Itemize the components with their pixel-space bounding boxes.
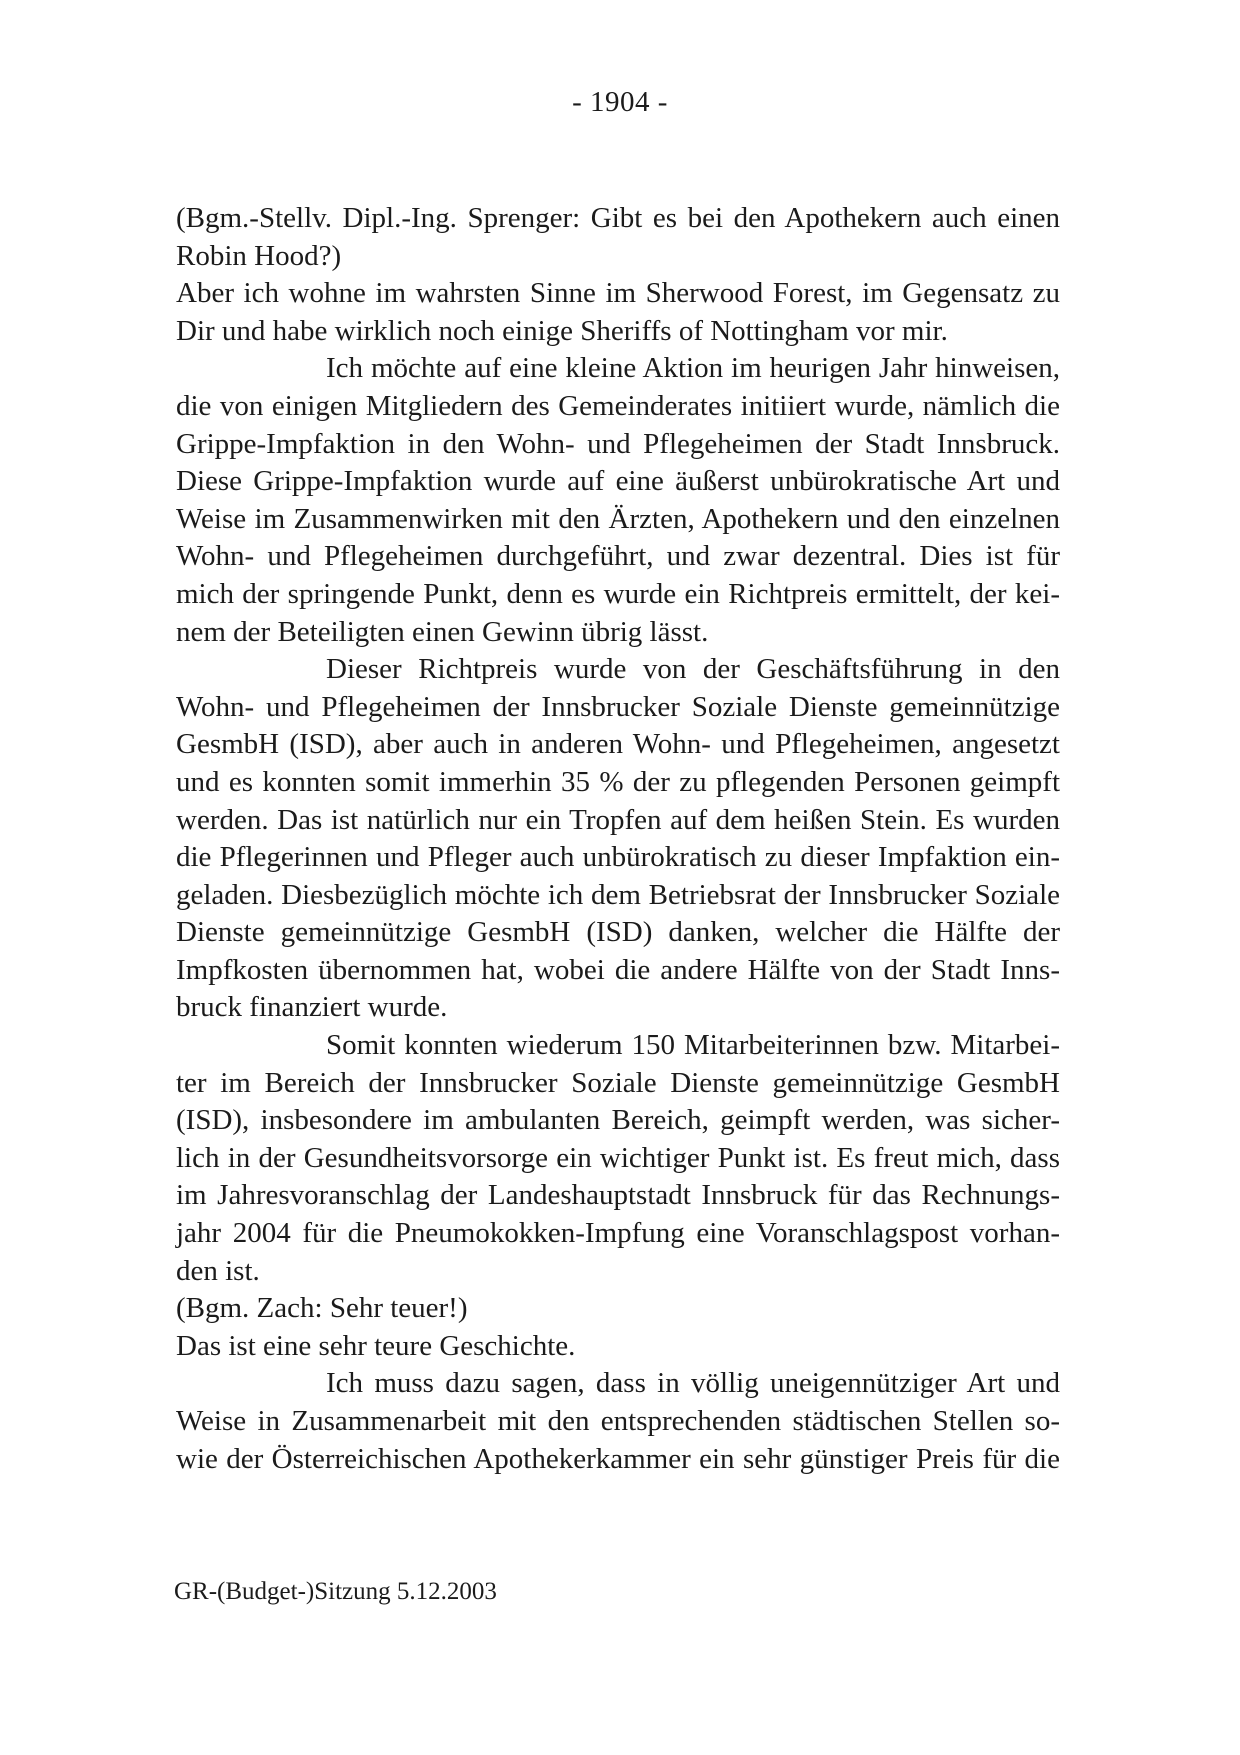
text-line: (Bgm. Zach: Sehr teuer!)	[176, 1292, 468, 1325]
text-line: Dieser Richtpreis wurde von der Geschäftsführung in den	[326, 653, 1060, 686]
text-line: Somit konnten wiederum 150 Mitarbeiterinnen bzw. Mitarbei-	[326, 1029, 1060, 1062]
text-line: Diese Grippe-Impfaktion wurde auf eine äußerst unbürokratische Art und	[176, 465, 1060, 498]
paragraph-mitarbeiter-impfung	[176, 1027, 1060, 1290]
text-line: die von einigen Mitgliedern des Gemeinderates initiiert wurde, nämlich die	[176, 389, 1060, 422]
text-line: Ich möchte auf eine kleine Aktion im heurigen Jahr hinweisen,	[326, 352, 1060, 385]
paragraph-teure-geschichte	[176, 1328, 1060, 1366]
text-line: bruck finanziert wurde.	[176, 991, 448, 1024]
text-line: lich in der Gesundheitsvorsorge ein wichtiger Punkt ist. Es freut mich, dass	[176, 1141, 1060, 1174]
text-line: nem der Beteiligten einen Gewinn übrig lässt.	[176, 615, 709, 648]
text-line: Wohn- und Pflegeheimen der Innsbrucker Soziale Dienste gemeinnützige	[176, 690, 1060, 723]
text-line: GesmbH (ISD), aber auch in anderen Wohn- und Pflegeheimen, angesetzt	[176, 728, 1060, 761]
text-line: (Bgm.-Stellv. Dipl.-Ing. Sprenger: Gibt es bei den Apothekern auch einen	[176, 202, 1060, 234]
paragraph-grippe-impfaktion	[176, 350, 1060, 651]
page-number: - 1904 -	[572, 86, 668, 118]
text-line: werden. Das ist natürlich nur ein Tropfen auf dem heißen Stein. Es wurden	[176, 803, 1060, 836]
footer-session-label: GR-(Budget-)Sitzung 5.12.2003	[174, 1578, 497, 1605]
text-line: im Jahresvoranschlag der Landeshauptstadt Innsbruck für das Rechnungs-	[176, 1179, 1060, 1212]
text-line: Ich muss dazu sagen, dass in völlig uneigennütziger Art und	[326, 1367, 1060, 1400]
text-line: jahr 2004 für die Pneumokokken-Impfung eine Voranschlagspost vorhan-	[176, 1217, 1060, 1250]
text-line: die Pflegerinnen und Pfleger auch unbürokratisch zu dieser Impfaktion ein-	[176, 841, 1060, 874]
text-line: Weise in Zusammenarbeit mit den entsprechenden städtischen Stellen so-	[176, 1405, 1060, 1437]
paragraph-sherwood	[176, 275, 1060, 350]
text-line: mich der springende Punkt, denn es wurde ein Richtpreis ermittelt, der kei-	[176, 577, 1060, 610]
paragraph-apothekerkammer	[176, 1365, 1060, 1478]
document-body	[176, 200, 1060, 1478]
text-line: geladen. Diesbezüglich möchte ich dem Betriebsrat der Innsbrucker Soziale	[176, 878, 1060, 911]
text-line: wie der Österreichischen Apothekerkammer ein sehr günstiger Preis für die	[176, 1442, 1060, 1475]
text-line: Dienste gemeinnützige GesmbH (ISD) danken, welcher die Hälfte der	[176, 916, 1060, 949]
paragraph-richtpreis	[176, 651, 1060, 1027]
text-line: Grippe-Impfaktion in den Wohn- und Pflegeheimen der Stadt Innsbruck.	[176, 427, 1060, 460]
text-line: Aber ich wohne im wahrsten Sinne im Sherwood Forest, im Gegensatz zu	[176, 277, 1060, 310]
text-line: Robin Hood?)	[176, 239, 342, 272]
text-line: den ist.	[176, 1254, 260, 1287]
text-line: (ISD), insbesondere im ambulanten Bereich, geimpft werden, was sicher-	[176, 1104, 1060, 1137]
text-line: Weise im Zusammenwirken mit den Ärzten, Apothekern und den einzelnen	[176, 502, 1060, 535]
text-line: ter im Bereich der Innsbrucker Soziale Dienste gemeinnützige GesmbH	[176, 1066, 1060, 1099]
text-line: Impfkosten übernommen hat, wobei die andere Hälfte von der Stadt Inns-	[176, 953, 1060, 986]
text-line: Wohn- und Pflegeheimen durchgeführt, und zwar dezentral. Dies ist für	[176, 540, 1060, 573]
interjection-zach	[176, 1290, 1060, 1328]
text-line: Das ist eine sehr teure Geschichte.	[176, 1329, 576, 1362]
text-line: Dir und habe wirklich noch einige Sheriffs of Nottingham vor mir.	[176, 314, 948, 347]
interjection-sprenger	[176, 200, 1060, 275]
text-line: und es konnten somit immerhin 35 % der zu pflegenden Personen geimpft	[176, 765, 1060, 798]
